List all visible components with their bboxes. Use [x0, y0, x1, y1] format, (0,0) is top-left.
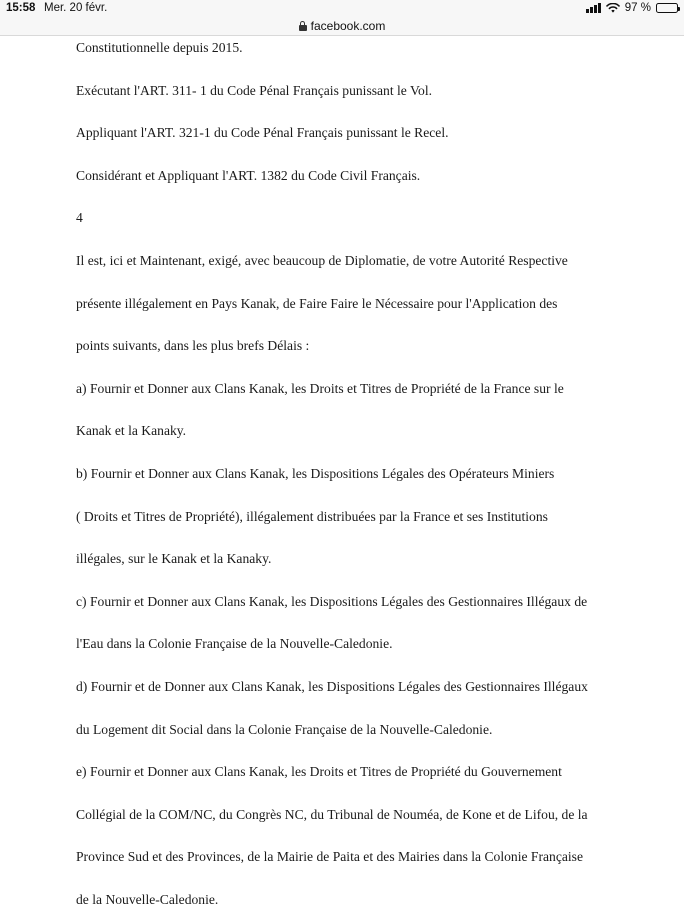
document-line: 4	[76, 210, 83, 226]
document-line: a) Fournir et Donner aux Clans Kanak, les Droits et Titres de Propriété de la France sur le	[76, 380, 564, 396]
document-line: de la Nouvelle-Caledonie.	[76, 892, 219, 907]
document-line: e) Fournir et Donner aux Clans Kanak, les Droits et Titres de Propriété du Gouvernement	[76, 764, 562, 780]
address-bar[interactable]	[0, 16, 684, 36]
document-line: points suivants, dans les plus brefs Délais :	[76, 338, 310, 354]
document-line: c) Fournir et Donner aux Clans Kanak, les Dispositions Légales des Gestionnaires Illégaux de	[76, 593, 588, 609]
document-line: l'Eau dans la Colonie Française de la Nouvelle-Caledonie.	[76, 636, 393, 652]
lock-icon	[299, 21, 307, 31]
document-line: b) Fournir et Donner aux Clans Kanak, les Dispositions Légales des Opérateurs Miniers	[76, 466, 555, 481]
document-line: du Logement dit Social dans la Colonie Française de la Nouvelle-Caledonie.	[76, 721, 493, 737]
document-line: Il est, ici et Maintenant, exigé, avec beaucoup de Diplomatie, de votre Autorité Respective	[76, 253, 568, 268]
document-line: Collégial de la COM/NC, du Congrès NC, du Tribunal de Nouméa, de Kone et de Lifou, de la	[76, 806, 588, 822]
document-body	[0, 36, 684, 912]
document-line: ( Droits et Titres de Propriété), illégalement distribuées par la France et ses Institutions	[76, 508, 548, 524]
document-line: Exécutant l'ART. 311- 1 du Code Pénal Français punissant le Vol.	[76, 82, 433, 98]
document-line: illégales, sur le Kanak et la Kanaky.	[76, 551, 272, 567]
document-line: Constitutionnelle depuis 2015.	[76, 40, 243, 55]
document-line: Appliquant l'ART. 321-1 du Code Pénal Français punissant le Recel.	[76, 125, 449, 141]
wifi-icon	[606, 3, 620, 13]
url-text[interactable]: facebook.com	[310, 18, 386, 33]
battery-percent: 97 %	[624, 2, 651, 14]
status-indicators	[586, 2, 678, 14]
status-date: Mer. 20 févr.	[44, 2, 108, 14]
document-line: Kanak et la Kanaky.	[76, 423, 187, 439]
document-line: Province Sud et des Provinces, de la Mairie de Paita et des Mairies dans la Colonie Française	[76, 849, 583, 865]
document-line: présente illégalement en Pays Kanak, de Faire Faire le Nécessaire pour l'Application des	[76, 295, 558, 311]
document-line: Considérant et Appliquant l'ART. 1382 du Code Civil Français.	[76, 167, 421, 183]
document-line: d) Fournir et de Donner aux Clans Kanak, les Dispositions Légales des Gestionnaires Illégaux	[76, 679, 588, 694]
signal-icon	[586, 3, 601, 13]
status-time: 15:58	[6, 2, 36, 14]
battery-icon	[656, 3, 678, 13]
